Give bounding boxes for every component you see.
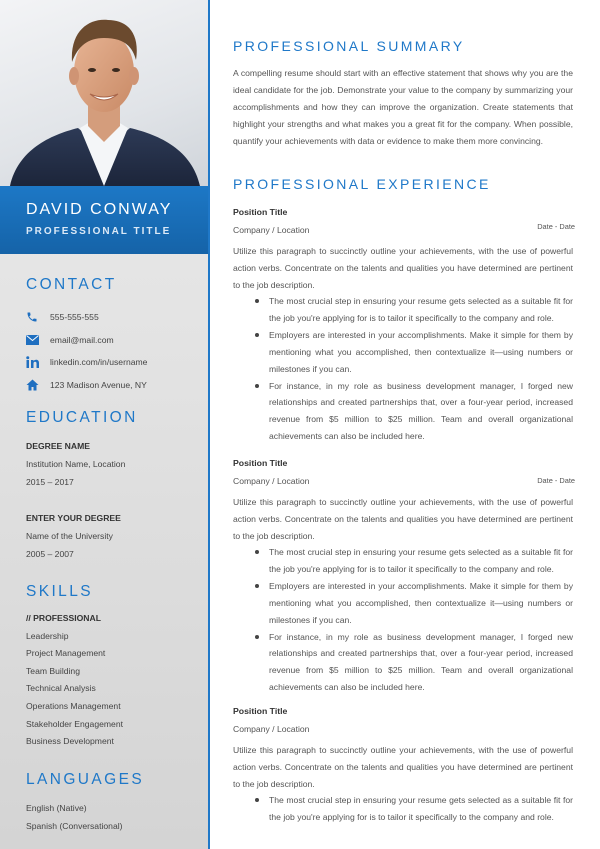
job-description: Utilize this paragraph to succinctly outline your achievements, with the use of powerful action verbs. Concentrate on the talents and qualities you have determined are pertinent to the job description. bbox=[233, 497, 573, 541]
list-item: The most crucial step in ensuring your resume gets selected as a suitable fit for the job you're applying for is to tailor it specifically to the company and role. bbox=[233, 293, 573, 327]
years: 2005 – 2007 bbox=[26, 549, 74, 559]
list-item: Employers are interested in your accomplishments. Make it simple for them by mentioning what you accomplished, then contextualize it—using numbers or milestones if you can. bbox=[233, 578, 573, 629]
summary-text: A compelling resume should start with an effective statement that shows why you are the ideal candidate for the job. Demonstrate your value to the company by summarizing your accomplishments and how they can improve the organization. Create statements that highlight your strengths and what makes you a great fit for the company. When possible, quantify your achievements with data or evidence to make them more convincing. bbox=[233, 68, 573, 146]
contact-heading: CONTACT bbox=[26, 276, 117, 293]
list-item: Employers are interested in your accomplishments. Make it simple for them by mentioning what you accomplished, then contextualize it—using numbers or milestones if you can. bbox=[233, 327, 573, 378]
education-item bbox=[26, 509, 201, 563]
skill-item: Business Development bbox=[26, 736, 114, 747]
professional-title: PROFESSIONAL TITLE bbox=[26, 226, 172, 237]
job-bullets bbox=[233, 544, 573, 696]
position-title: Position Title bbox=[233, 207, 288, 217]
language-item: English (Native) bbox=[26, 803, 87, 813]
contact-linkedin bbox=[26, 351, 201, 374]
degree-name: ENTER YOUR DEGREE bbox=[26, 513, 121, 523]
job-dates: Date - Date bbox=[537, 222, 575, 231]
list-item: For instance, in my role as business development manager, I forged new relationships and created partnerships that, over a four-year period, increased revenue from $5 million to $25 million. Team and overall organizational achievements can also be included here. bbox=[233, 378, 573, 446]
languages-section bbox=[26, 771, 201, 835]
email-icon bbox=[26, 333, 42, 347]
list-item: The most crucial step in ensuring your resume gets selected as a suitable fit for the job you're applying for is to tailor it specifically to the company and role. bbox=[233, 544, 573, 578]
summary-heading: PROFESSIONAL SUMMARY bbox=[233, 38, 465, 54]
job-dates: Date - Date bbox=[537, 476, 575, 485]
position-title: Position Title bbox=[233, 458, 288, 468]
language-item: Spanish (Conversational) bbox=[26, 821, 123, 831]
years: 2015 – 2017 bbox=[26, 477, 74, 487]
education-section bbox=[26, 409, 201, 563]
contact-address bbox=[26, 374, 201, 397]
linkedin-icon bbox=[26, 355, 42, 369]
education-item bbox=[26, 437, 201, 491]
skill-item: Stakeholder Engagement bbox=[26, 718, 123, 729]
job-description: Utilize this paragraph to succinctly outline your achievements, with the use of powerful action verbs. Concentrate on the talents and qualities you have determined are pertinent to the job description. bbox=[233, 246, 573, 290]
degree-name: DEGREE NAME bbox=[26, 441, 90, 451]
contact-email bbox=[26, 329, 201, 352]
job-bullets bbox=[233, 293, 573, 445]
institution: Name of the University bbox=[26, 531, 113, 541]
education-heading: EDUCATION bbox=[26, 409, 138, 426]
skill-item: Leadership bbox=[26, 630, 69, 641]
position-title: Position Title bbox=[233, 706, 288, 716]
name-band bbox=[0, 186, 208, 254]
skills-section bbox=[26, 583, 201, 751]
skill-item: Technical Analysis bbox=[26, 683, 96, 694]
person-name: DAVID CONWAY bbox=[26, 201, 173, 218]
skill-item: Operations Management bbox=[26, 700, 121, 711]
list-item: The most crucial step in ensuring your resume gets selected as a suitable fit for the job you're applying for is to tailor it specifically to the company and role. bbox=[233, 792, 573, 826]
skill-item: Team Building bbox=[26, 665, 80, 676]
contact-phone bbox=[26, 306, 201, 329]
job-description: Utilize this paragraph to succinctly outline your achievements, with the use of powerful action verbs. Concentrate on the talents and qualities you have determined are pertinent to the job description. bbox=[233, 745, 573, 789]
phone-icon bbox=[26, 310, 42, 324]
languages-heading: LANGUAGES bbox=[26, 771, 145, 788]
experience-heading: PROFESSIONAL EXPERIENCE bbox=[233, 176, 491, 192]
company-location: Company / Location bbox=[233, 225, 310, 235]
job-bullets bbox=[233, 792, 573, 826]
skills-subheading: // PROFESSIONAL bbox=[26, 613, 101, 623]
phone-text: 555-555-555 bbox=[50, 312, 99, 323]
linkedin-text[interactable]: linkedin.com/in/username bbox=[50, 357, 148, 368]
skills-heading: SKILLS bbox=[26, 583, 93, 600]
skill-item: Project Management bbox=[26, 648, 106, 659]
home-icon bbox=[26, 378, 42, 392]
address-text: 123 Madison Avenue, NY bbox=[50, 379, 147, 390]
email-text[interactable]: email@mail.com bbox=[50, 334, 114, 345]
institution: Institution Name, Location bbox=[26, 459, 126, 469]
company-location: Company / Location bbox=[233, 724, 310, 734]
profile-photo bbox=[0, 0, 208, 186]
company-location: Company / Location bbox=[233, 476, 310, 486]
sidebar bbox=[0, 0, 210, 849]
contact-section bbox=[26, 276, 201, 396]
list-item: For instance, in my role as business development manager, I forged new relationships and created partnerships that, over a four-year period, increased revenue from $5 million to $25 million. Team and overall organizational achievements can also be included here. bbox=[233, 629, 573, 697]
